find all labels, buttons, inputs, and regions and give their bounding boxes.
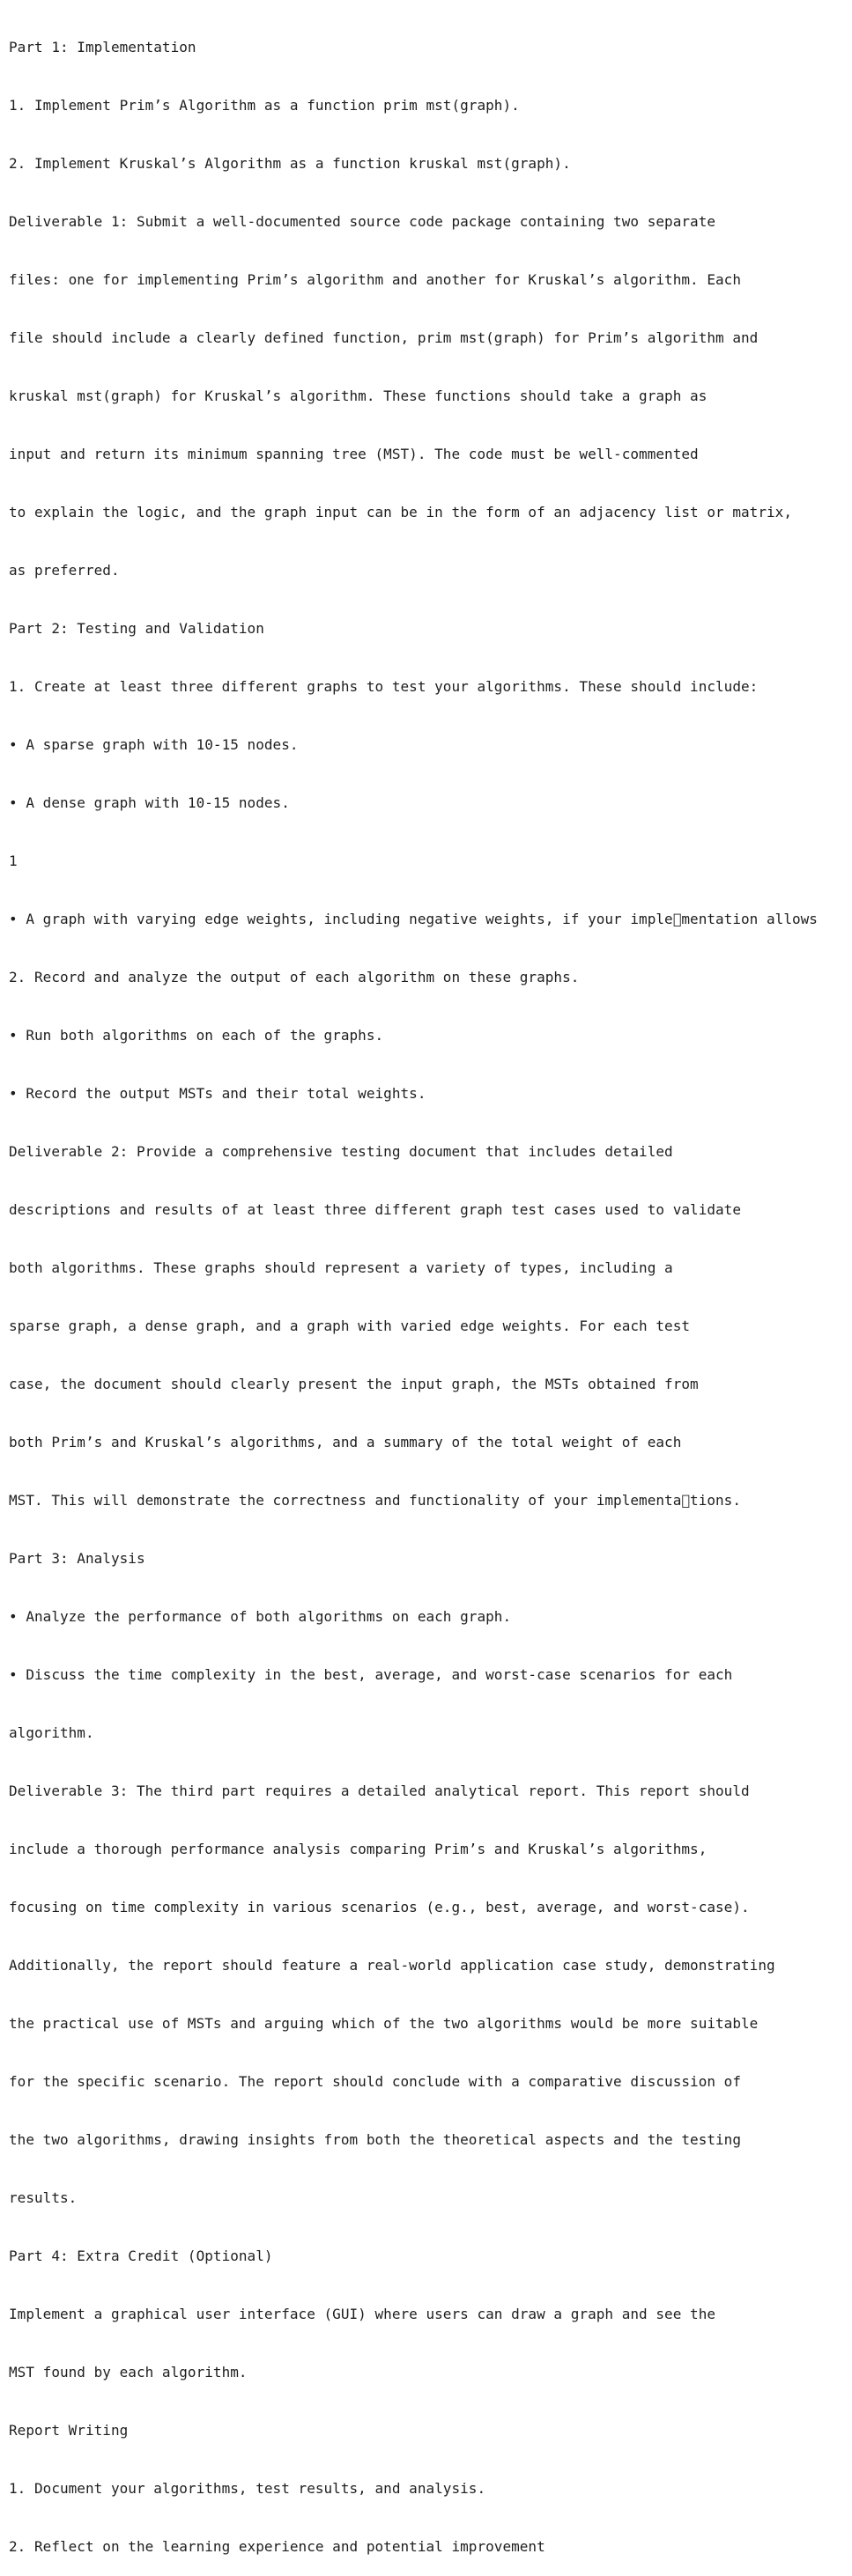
line-part2-bullet-dense: • A dense graph with 10-15 nodes.	[9, 794, 290, 811]
line-part4-text-1: Implement a graphical user interface (GUI) where users can draw a graph and see the	[9, 2306, 716, 2322]
line-deliverable3-3: focusing on time complexity in various scenarios (e.g., best, average, and worst-case).	[9, 1899, 750, 1915]
line-part3-heading: Part 3: Analysis	[9, 1550, 145, 1567]
line-deliverable1-4: kruskal mst(graph) for Kruskal’s algorithm. These functions should take a graph as	[9, 388, 708, 404]
line-deliverable1-6: to explain the logic, and the graph input can be in the form of an adjacency list or matrix,	[9, 504, 792, 520]
document-text	[9, 0, 852, 2576]
line-deliverable2-6: both Prim’s and Kruskal’s algorithms, and a summary of the total weight of each	[9, 1434, 682, 1450]
line-deliverable3-7: the two algorithms, drawing insights from both the theoretical aspects and the testing	[9, 2131, 742, 2148]
line-part3-bullet-discuss: • Discuss the time complexity in the best, average, and worst-case scenarios for each	[9, 1666, 733, 1683]
line-part3-bullet-discuss-cont: algorithm.	[9, 1724, 94, 1741]
line-deliverable1-2: files: one for implementing Prim’s algorithm and another for Kruskal’s algorithm. Each	[9, 271, 742, 288]
line-report-writing-heading: Report Writing	[9, 2422, 129, 2439]
line-deliverable2-7: MST. This will demonstrate the correctness and functionality of your implementa tions.	[9, 1492, 742, 1509]
line-part2-bullet-record: • Record the output MSTs and their total weights.	[9, 1085, 426, 1102]
line-part2-item2: 2. Record and analyze the output of each algorithm on these graphs.	[9, 969, 580, 985]
line-part2-bullet-weights: • A graph with varying edge weights, including negative weights, if your imple mentation allows	[9, 911, 818, 927]
line-part2-heading: Part 2: Testing and Validation	[9, 620, 264, 637]
line-report-item1: 1. Document your algorithms, test results, and analysis.	[9, 2480, 486, 2497]
line-deliverable1-5: input and return its minimum spanning tree (MST). The code must be well-commented	[9, 446, 699, 462]
line-part2-bullet-run: • Run both algorithms on each of the graphs.	[9, 1027, 384, 1044]
line-report-item2: 2. Reflect on the learning experience and potential improvement	[9, 2538, 545, 2555]
line-part1-item1: 1. Implement Prim’s Algorithm as a function prim mst(graph).	[9, 97, 520, 114]
line-deliverable3-8: results.	[9, 2189, 78, 2206]
line-part1-item2: 2. Implement Kruskal’s Algorithm as a function kruskal mst(graph).	[9, 155, 571, 172]
line-deliverable1-7: as preferred.	[9, 562, 120, 579]
line-part2-item1: 1. Create at least three different graphs to test your algorithms. These should include:	[9, 678, 759, 695]
line-deliverable3-4: Additionally, the report should feature a real-world application case study, demonstrating	[9, 1957, 775, 1974]
line-deliverable3-2: include a thorough performance analysis comparing Prim’s and Kruskal’s algorithms,	[9, 1841, 708, 1857]
line-deliverable2-5: case, the document should clearly present the input graph, the MSTs obtained from	[9, 1376, 699, 1392]
line-deliverable1-3: file should include a clearly defined function, prim mst(graph) for Prim’s algorithm and	[9, 329, 759, 346]
line-deliverable2-1: Deliverable 2: Provide a comprehensive testing document that includes detailed	[9, 1143, 673, 1160]
line-part4-text-2: MST found by each algorithm.	[9, 2364, 248, 2380]
line-part1-heading: Part 1: Implementation	[9, 39, 196, 55]
line-part2-bullet-sparse: • A sparse graph with 10-15 nodes.	[9, 736, 299, 753]
line-deliverable3-5: the practical use of MSTs and arguing which of the two algorithms would be more suitable	[9, 2015, 759, 2032]
line-deliverable1-1: Deliverable 1: Submit a well-documented source code package containing two separate	[9, 213, 716, 230]
line-deliverable2-4: sparse graph, a dense graph, and a graph with varied edge weights. For each test	[9, 1318, 691, 1334]
line-part3-bullet-analyze: • Analyze the performance of both algorithms on each graph.	[9, 1608, 512, 1625]
line-part4-heading: Part 4: Extra Credit (Optional)	[9, 2248, 273, 2264]
line-deliverable2-2: descriptions and results of at least three different graph test cases used to validate	[9, 1201, 742, 1218]
line-deliverable3-6: for the specific scenario. The report should conclude with a comparative discussion of	[9, 2073, 742, 2090]
line-deliverable2-3: both algorithms. These graphs should represent a variety of types, including a	[9, 1259, 673, 1276]
line-deliverable3-1: Deliverable 3: The third part requires a detailed analytical report. This report should	[9, 1783, 750, 1799]
line-page-number: 1	[9, 853, 18, 869]
